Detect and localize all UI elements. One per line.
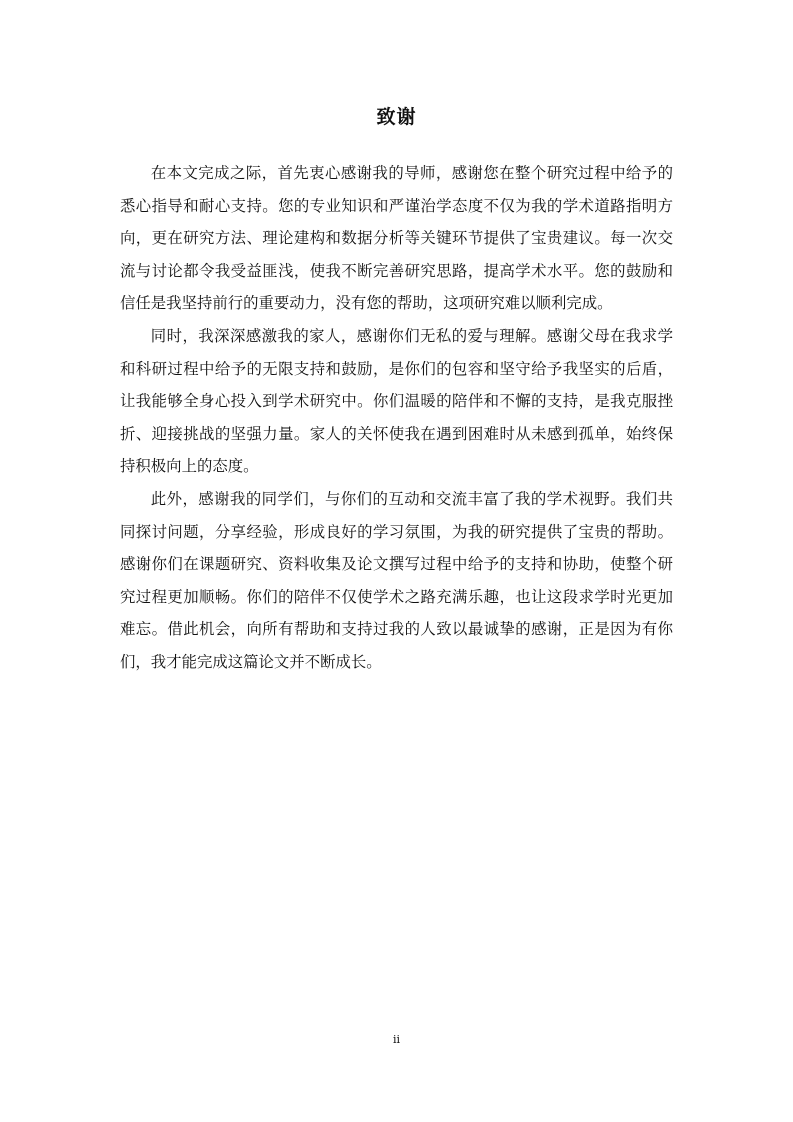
paragraph-family: 同时，我深深感激我的家人，感谢你们无私的爱与理解。感谢父母在我求学和科研过程中给予的无限支持和鼓励，是你们的包容和坚守给予我坚实的后盾，让我能够全身心投入到学术研究中。你们温暖的陪伴和不懈的支持，是我克服挫折、迎接挑战的坚强力量。家人的关怀使我在遇到困难时从未感到孤单，始终保持积极向上的态度。 <box>120 326 673 476</box>
page-number: ii <box>392 1033 401 1046</box>
paragraph-advisor: 在本文完成之际，首先衷心感谢我的导师，感谢您在整个研究过程中给予的悉心指导和耐心支持。您的专业知识和严谨治学态度不仅为我的学术道路指明方向，更在研究方法、理论建构和数据分析等关键环节提供了宝贵建议。每一次交流与讨论都令我受益匪浅，使我不断完善研究思路，提高学术水平。您的鼓励和信任是我坚持前行的重要动力，没有您的帮助，这项研究难以顺利完成。 <box>120 164 673 313</box>
acknowledgement-body <box>120 157 673 679</box>
paragraph-classmates: 此外，感谢我的同学们，与你们的互动和交流丰富了我的学术视野。我们共同探讨问题，分享经验，形成良好的学习氛围，为我的研究提供了宝贵的帮助。感谢你们在课题研究、资料收集及论文撰写过程中给予的支持和协助，使整个研究过程更加顺畅。你们的陪伴不仅使学术之路充满乐趣，也让这段求学时光更加难忘。借此机会，向所有帮助和支持过我的人致以最诚挚的感谢，正是因为有你们，我才能完成这篇论文并不断成长。 <box>120 489 673 671</box>
page-title: 致谢 <box>376 106 417 128</box>
